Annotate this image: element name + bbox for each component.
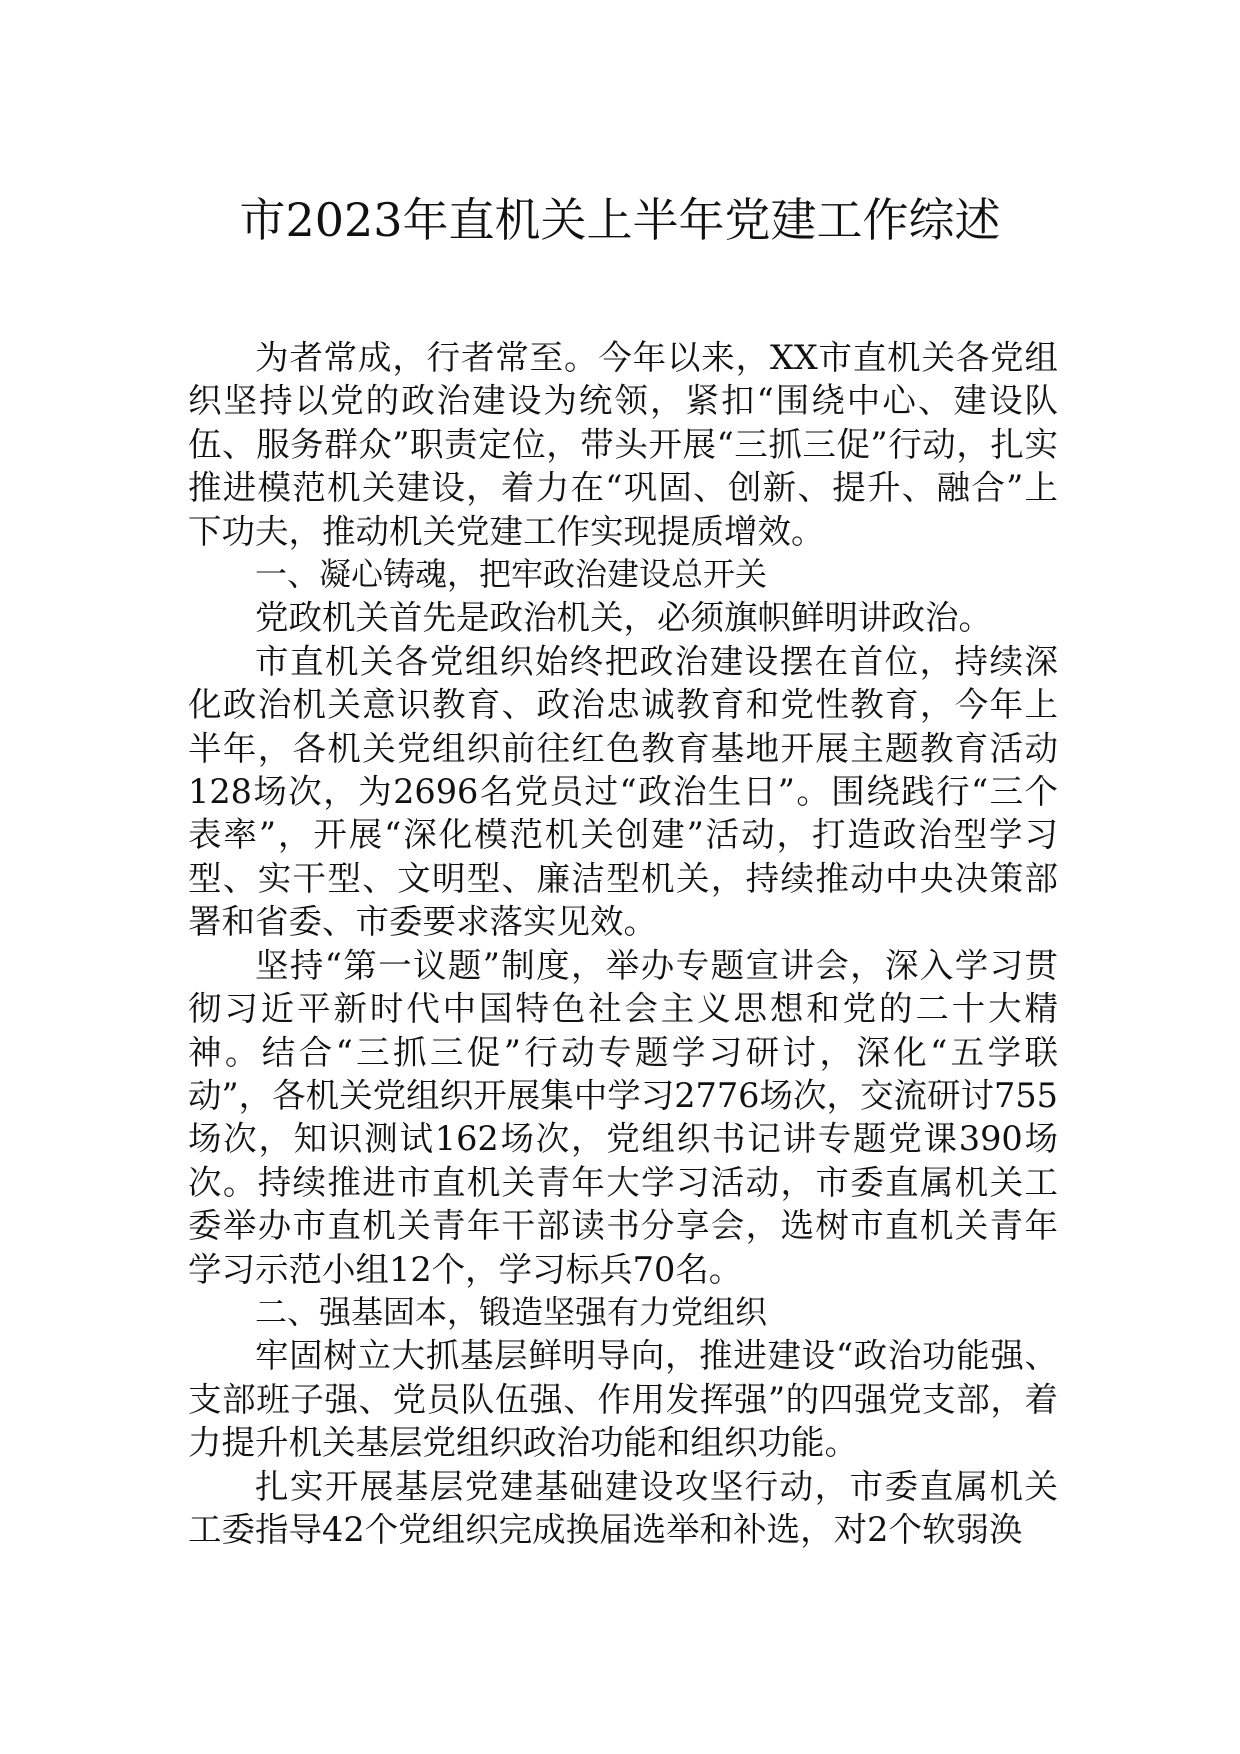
section-heading-2: 二、强基固本，锻造坚强有力党组织 [255, 1292, 768, 1331]
document-body [188, 336, 1058, 1551]
paragraph-infrastructure: 扎实开展基层党建基础建设攻坚行动，市委直属机关工委指导42个党组织完成换届选举和补选，对2个软弱涣 [188, 1466, 1058, 1549]
paragraph-first-topic: 坚持“第一议题”制度，举办专题宣讲会，深入学习贯彻习近平新时代中国特色社会主义思想和党的二十大精神。结合“三抓三促”行动专题学习研讨，深化“五学联动”，各机关党组织开展集中学习2776场次，交流研讨755场次，知识测试162场次，党组织书记讲专题党课390场次。持续推进市直机关青年大学习活动，市委直属机关工委举办市直机关青年干部读书分享会，选树市直机关青年学习示范小组12个，学习标兵70名。 [188, 945, 1058, 1289]
paragraph-grassroots: 牢固树立大抓基层鲜明导向，推进建设“政治功能强、支部班子强、党员队伍强、作用发挥强”的四强党支部，着力提升机关基层党组织政治功能和组织功能。 [188, 1336, 1058, 1463]
section-heading-1: 一、凝心铸魂，把牢政治建设总开关 [255, 555, 768, 594]
paragraph-political-building: 市直机关各党组织始终把政治建设摆在首位，持续深化政治机关意识教育、政治忠诚教育和党性教育，今年上半年，各机关党组织前往红色教育基地开展主题教育活动128场次，为2696名党员过“政治生日”。围绕践行“三个表率”，开展“深化模范机关创建”活动，打造政治型学习型、实干型、文明型、廉洁型机关，持续推动中央决策部署和省委、市委要求落实见效。 [188, 641, 1058, 942]
paragraph-intro: 为者常成，行者常至。今年以来，XX市直机关各党组织坚持以党的政治建设为统领，紧扣“围绕中心、建设队伍、服务群众”职责定位，带头开展“三抓三促”行动，扎实推进模范机关建设，着力在“巩固、创新、提升、融合”上下功夫，推动机关党建工作实现提质增效。 [188, 338, 1058, 551]
document-title: 市2023年直机关上半年党建工作综述 [239, 193, 1001, 247]
paragraph-political-organs: 党政机关首先是政治机关，必须旗帜鲜明讲政治。 [255, 598, 992, 638]
